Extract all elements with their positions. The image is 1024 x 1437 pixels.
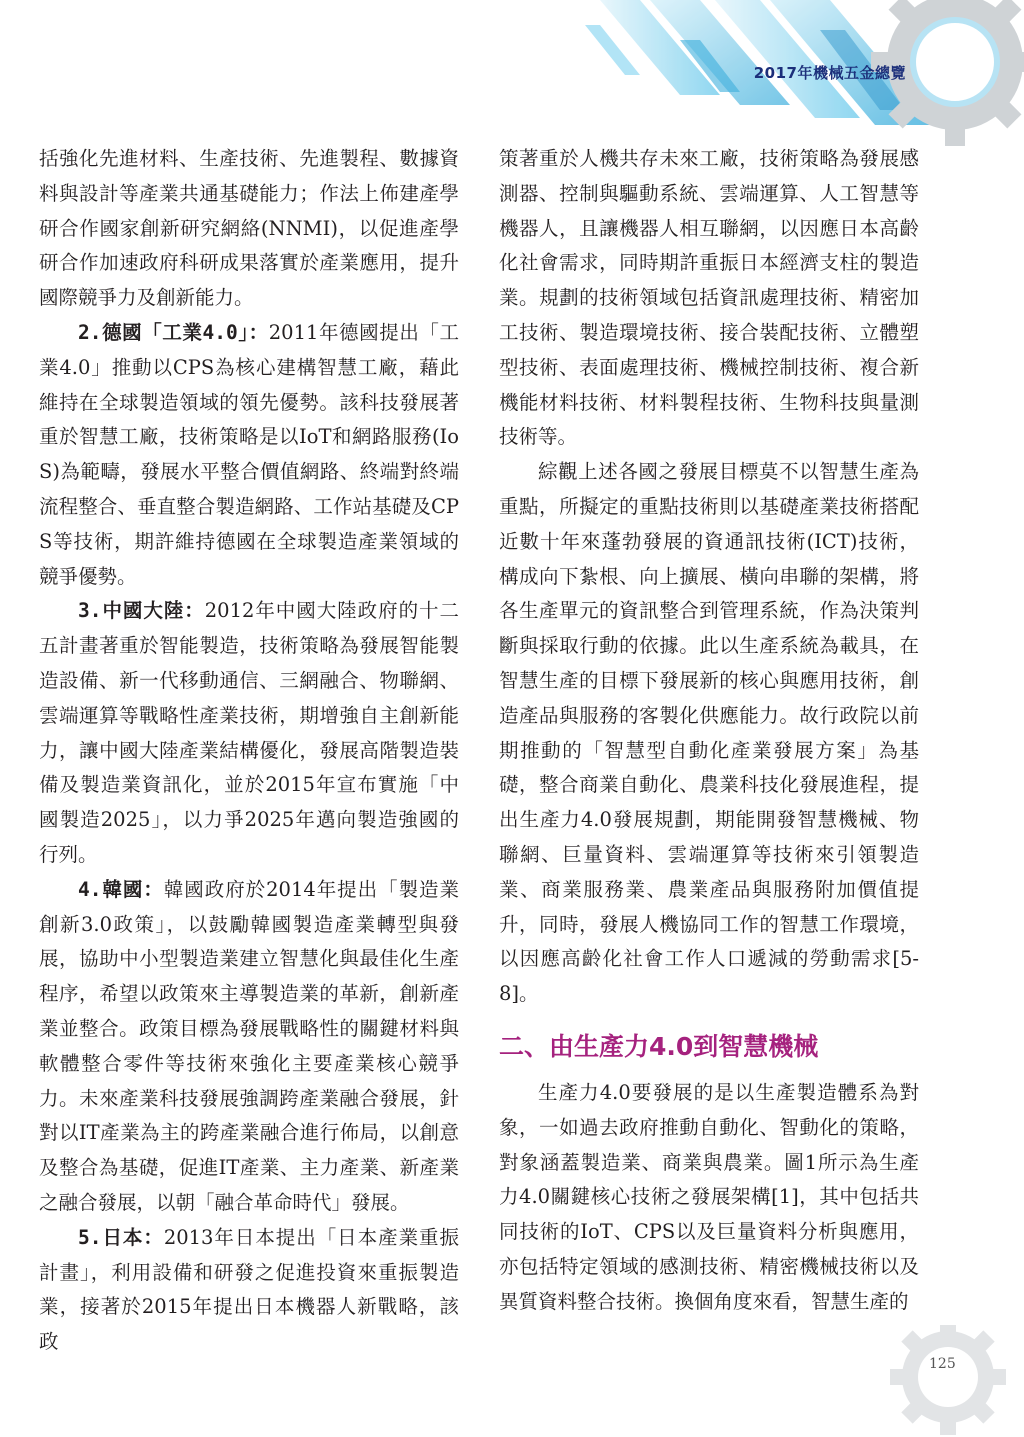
paragraph: 綜觀上述各國之發展目標莫不以智慧生產為重點，所擬定的重點技術則以基礎產業技術搭配近數十年來蓬勃發展的資通訊技術(ICT)技術，構成向下紮根、向上擴展、橫向串聯的架構，將各生產單元的資訊整合到管理系統，作為決策判斷與採取行動的依據。此以生產系統為載具，在智慧生產的目標下發展新的核心與應用技術，創造產品與服務的客製化供應能力。故行政院以前期推動的「智慧型自動化產業發展方案」為基礎，整合商業自動化、農業科技化發展進程，提出生產力4.0發展規劃，期能開發智慧機械、物聯網、巨量資料、雲端運算等技術來引領製造業、商業服務業、農業產品與服務附加價值提升，同時，發展人機協同工作的智慧工作環境，以因應高齡化社會工作人口遞減的勞動需求[5-8]。 [499,460,919,1006]
paragraph-japan [39,1221,459,1360]
item-label-china: 3.中國大陸： [78,599,205,623]
page-number: 125 [929,1356,956,1372]
paragraph: 策著重於人機共存未來工廠，技術策略為發展感測器、控制與驅動系統、雲端運算、人工智慧等機器人，且讓機器人相互聯網，以因應日本高齡化社會需求，同時期許重振日本經濟支柱的製造業。規劃的技術領域包括資訊處理技術、精密加工技術、製造環境技術、接合裝配技術、立體塑型技術、表面處理技術、機械控制技術、複合新機能材料技術、材料製程技術、生物科技與量測技術等。 [499,147,919,449]
paragraph-china [39,594,459,872]
item-label-korea: 4.韓國： [78,877,164,901]
paragraph: 生產力4.0要發展的是以生產製造體系為對象，一如過去政府推動自動化、智動化的策略，對象涵蓋製造業、商業與農業。圖1所示為生產力4.0關鍵核心技術之發展架構[1]，其中包括共同技術的IoT、CPS以及巨量資料分析與應用，亦包括特定領域的感測技術、精密機械技術以及異質資料整合技術。換個角度來看，智慧生產的 [499,1080,919,1313]
item-label-japan: 5.日本： [78,1225,164,1249]
footer-gear-icon [890,1325,1006,1435]
item-label-germany: 2.德國「工業4.0」： [78,320,269,344]
item-text-germany: 2011年德國提出「工業4.0」推動以CPS為核心建構智慧工廠，藉此維持在全球製造領域的領先優勢。該科技發展著重於智慧工廠，技術策略是以IoT和網路服務(IoS)為範疇，發展水平整合價值網路、終端對終端流程整合、垂直整合製造網路、工作站基礎及CPS等技術，期許維持德國在全球製造產業領域的競爭優勢。 [39,320,459,588]
item-text-china: 2012年中國大陸政府的十二五計畫著重於智能製造，技術策略為發展智能製造設備、新一代移動通信、三網融合、物聯網、雲端運算等戰略性產業技術，期增強自主創新能力，讓中國大陸產業結構優化，發展高階製造裝備及製造業資訊化，並於2015年宣布實施「中國製造2025」，以力爭2025年邁向製造強國的行列。 [39,599,459,866]
right-column [499,142,919,1320]
item-text-korea: 韓國政府於2014年提出「製造業創新3.0政策」，以鼓勵韓國製造產業轉型與發展，協助中小型製造業建立智慧化與最佳化生產程序，希望以政策來主導製造業的革新，創新產業並整合。政策目標為發展戰略性的關鍵材料與軟體整合零件等技術來強化主要產業核心競爭力。未來產業科技發展強調跨產業融合發展，針對以IT產業為主的跨產業融合進行佈局，以創意及整合為基礎，促進IT產業、主力產業、新產業之融合發展，以朝「融合革命時代」發展。 [39,877,459,1214]
paragraph-germany [39,316,459,594]
paragraph-korea [39,873,459,1221]
publication-title: 2017年機械五金總覽 [753,64,906,82]
left-column [39,142,459,1360]
paragraph: 括強化先進材料、生產技術、先進製程、數據資料與設計等產業共通基礎能力；作法上佈建產學研合作國家創新研究網絡(NNMI)，以促進產學研合作加速政府科研成果落實於產業應用，提升國際競爭力及創新能力。 [39,147,459,310]
item-text-japan: 2013年日本提出「日本產業重振計畫」，利用設備和研發之促進投資來重振製造業，接著於2015年提出日本機器人新戰略，該政 [39,1225,459,1354]
section-heading: 二、由生產力4.0到智慧機械 [499,1031,819,1061]
footer-decoration [870,1325,1024,1437]
